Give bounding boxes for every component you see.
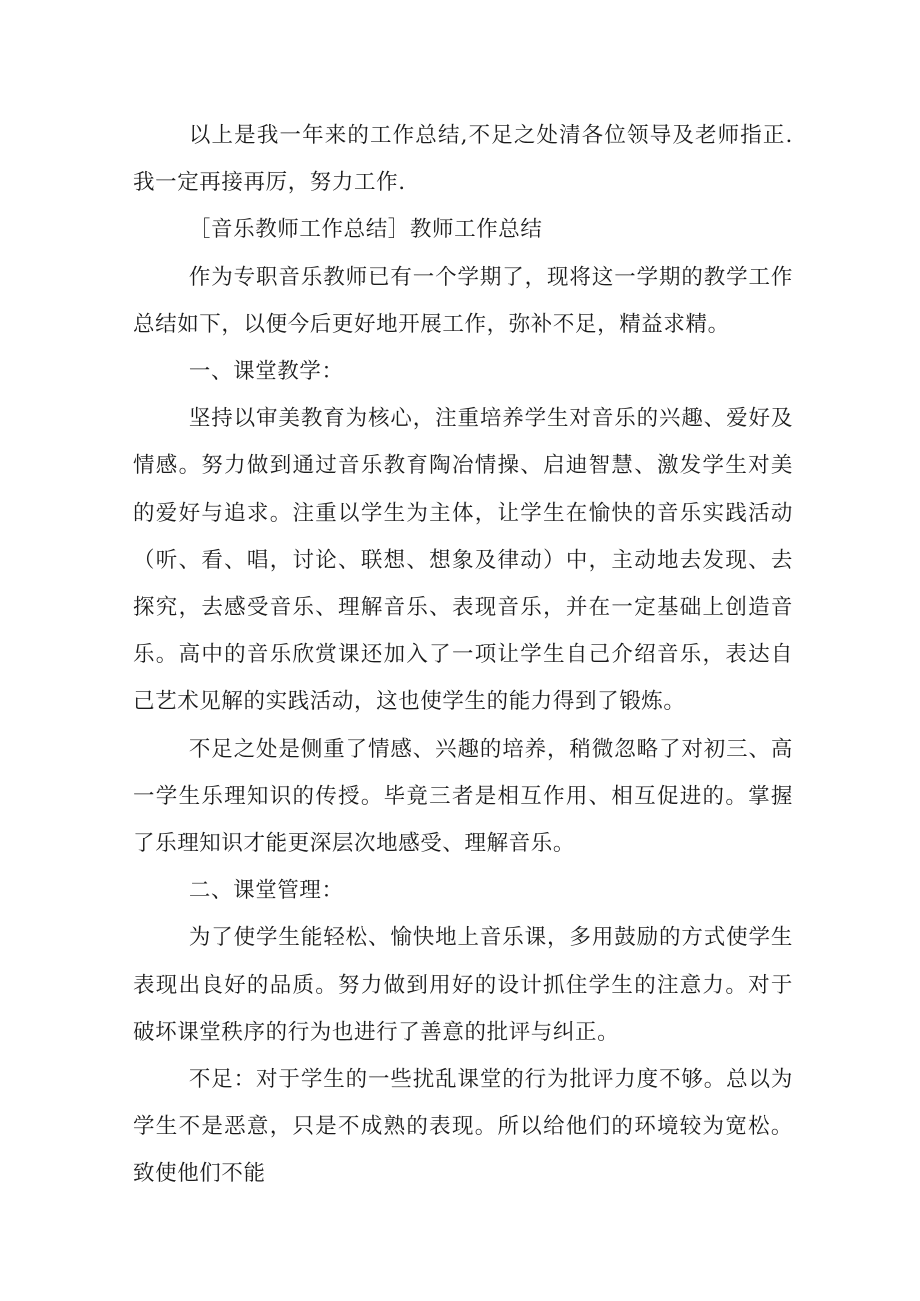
- heading-classroom-management: 二、课堂管理：: [188, 878, 344, 904]
- section-title: ［音乐教师工作总结］教师工作总结: [188, 217, 543, 243]
- paragraph-closing: 以上是我一年来的工作总结,不足之处清各位领导及老师指正.我一定再接再厉，努力工作.: [133, 123, 793, 196]
- paragraph-teaching-shortcoming: 不足之处是侧重了情感、兴趣的培养，稍微忽略了对初三、高一学生乐理知识的传授。毕竟三者是相互作用、相互促进的。掌握了乐理知识才能更深层次地感受、理解音乐。: [133, 736, 793, 857]
- heading-classroom-teaching: 一、课堂教学：: [188, 359, 344, 385]
- paragraph-management-shortcoming: 不足：对于学生的一些扰乱课堂的行为批评力度不够。总以为学生不是恶意，只是不成熟的表现。所以给他们的环境较为宽松。致使他们不能: [133, 1067, 793, 1187]
- document-body: [133, 112, 793, 1198]
- paragraph-management-detail: 为了使学生能轻松、愉快地上音乐课，多用鼓励的方式使学生表现出良好的品质。努力做到用好的设计抓住学生的注意力。对于破坏课堂秩序的行为也进行了善意的批评与纠正。: [133, 925, 793, 1045]
- paragraph-teaching-detail: 坚持以审美教育为核心，注重培养学生对音乐的兴趣、爱好及情感。努力做到通过音乐教育陶冶情操、启迪智慧、激发学生对美的爱好与追求。注重以学生为主体，让学生在愉快的音乐实践活动（听、看、唱，讨论、联想、想象及律动）中，主动地去发现、去探究，去感受音乐、理解音乐、表现音乐，并在一定基础上创造音乐。高中的音乐欣赏课还加入了一项让学生自己介绍音乐，表达自己艺术见解的实践活动，这也使学生的能力得到了锻炼。: [133, 406, 793, 715]
- paragraph-intro: 作为专职音乐教师已有一个学期了，现将这一学期的教学工作总结如下，以便今后更好地开展工作，弥补不足，精益求精。: [133, 264, 793, 337]
